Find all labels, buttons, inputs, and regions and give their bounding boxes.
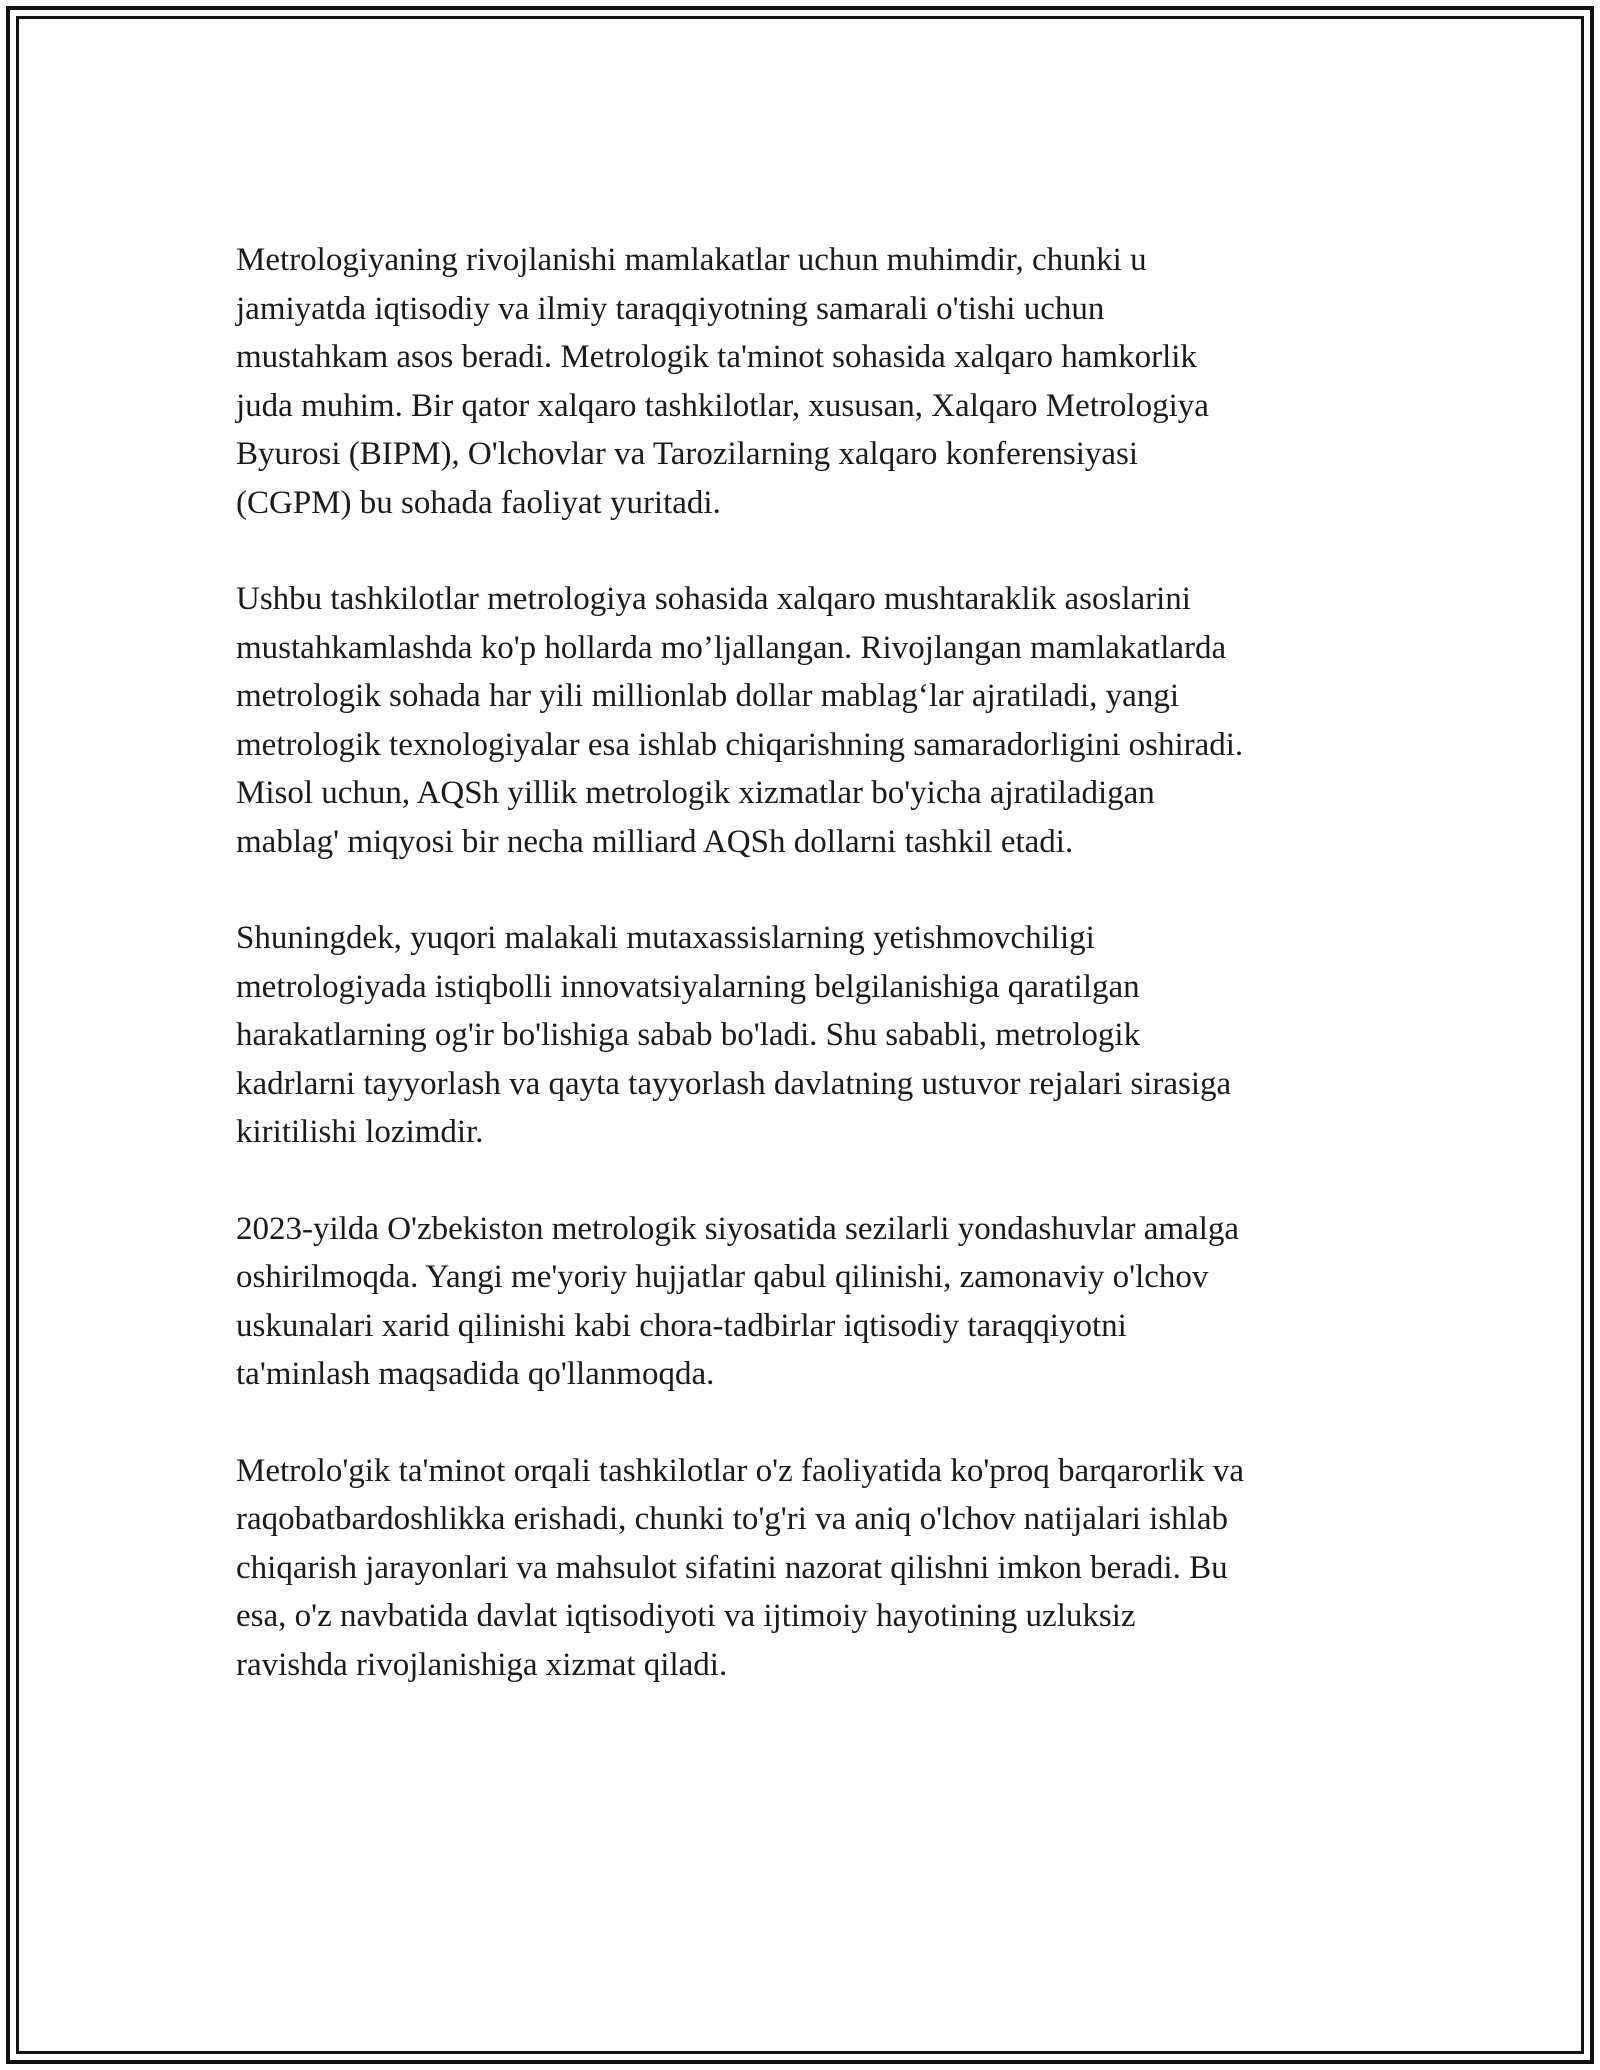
text-line: Ushbu tashkilotlar metrologiya sohasida xalqaro mushtaraklik asoslarini	[236, 581, 1191, 617]
text-line: esa, o'z navbatida davlat iqtisodiyoti va ijtimoiy hayotining uzluksiz	[236, 1598, 1136, 1634]
paragraph-4	[236, 1205, 1366, 1399]
text-line: harakatlarning og'ir bo'lishiga sabab bo'ladi. Shu sababli, metrologik	[236, 1017, 1141, 1053]
text-line: jamiyatda iqtisodiy va ilmiy taraqqiyotning samarali o'tishi uchun	[236, 290, 1105, 327]
text-line: Metrologiyaning rivojlanishi mamlakatlar uchun muhimdir, chunki u	[236, 242, 1147, 278]
text-line: mustahkam asos beradi. Metrologik ta'minot sohasida xalqaro hamkorlik	[236, 339, 1197, 375]
text-line: uskunalari xarid qilinishi kabi chora-tadbirlar iqtisodiy taraqqiyotni	[236, 1307, 1127, 1344]
text-line: chiqarish jarayonlari va mahsulot sifatini nazorat qilishni imkon beradi. Bu	[236, 1549, 1228, 1586]
text-line: metrologik texnologiyalar esa ishlab chiqarishning samaradorligini oshiradi.	[236, 726, 1244, 763]
document-body	[236, 236, 1366, 1737]
paragraph-2	[236, 575, 1366, 866]
text-line: kiritilishi lozimdir.	[236, 1114, 484, 1150]
text-line: ta'minlash maqsadida qo'llanmoqda.	[236, 1356, 715, 1392]
text-line: metrologik sohada har yili millionlab dollar mablag‘lar ajratiladi, yangi	[236, 678, 1179, 714]
paragraph-3	[236, 914, 1366, 1157]
text-line: metrologiyada istiqbolli innovatsiyalarning belgilanishiga qaratilgan	[236, 968, 1140, 1005]
text-line: oshirilmoqda. Yangi me'yoriy hujjatlar qabul qilinishi, zamonaviy o'lchov	[236, 1259, 1209, 1295]
paragraph-5	[236, 1447, 1366, 1690]
text-line: Shuningdek, yuqori malakali mutaxassislarning yetishmovchiligi	[236, 920, 1095, 956]
text-line: Misol uchun, AQSh yillik metrologik xizmatlar bo'yicha ajratiladigan	[236, 775, 1155, 811]
text-line: juda muhim. Bir qator xalqaro tashkilotlar, xususan, Xalqaro Metrologiya	[236, 387, 1209, 424]
text-line: ravishda rivojlanishiga xizmat qiladi.	[236, 1646, 728, 1683]
text-line: mablag' miqyosi bir necha milliard AQSh dollarni tashkil etadi.	[236, 823, 1074, 860]
text-line: Metrolo'gik ta'minot orqali tashkilotlar o'z faoliyatida ko'proq barqarorlik va	[236, 1452, 1245, 1489]
text-line: 2023-yilda O'zbekiston metrologik siyosatida sezilarli yondashuvlar amalga	[236, 1210, 1240, 1247]
text-line: raqobatbardoshlikka erishadi, chunki to'g'ri va aniq o'lchov natijalari ishlab	[236, 1501, 1228, 1537]
text-line: (CGPM) bu sohada faoliyat yuritadi.	[236, 484, 721, 521]
text-line: mustahkamlashda ko'p hollarda mo’ljallangan. Rivojlangan mamlakatlarda	[236, 629, 1227, 666]
paragraph-1	[236, 236, 1366, 527]
text-line: kadrlarni tayyorlash va qayta tayyorlash davlatning ustuvor rejalari sirasiga	[236, 1065, 1232, 1102]
text-line: Byurosi (BIPM), O'lchovlar va Tarozilarning xalqaro konferensiyasi	[236, 436, 1139, 472]
